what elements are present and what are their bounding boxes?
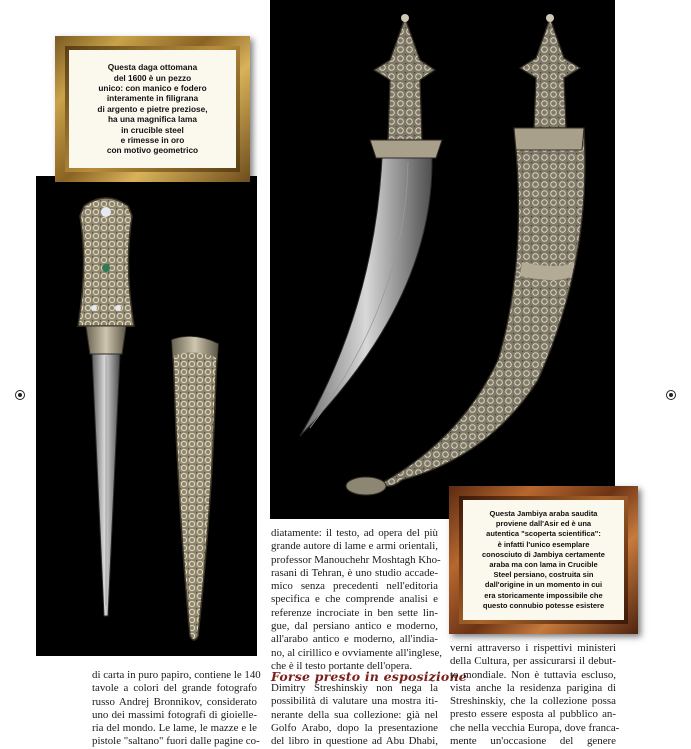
text-line: rasani di Tehran, è uno studio accade- [271, 566, 438, 579]
caption-line: interamente in filigrana [106, 93, 199, 104]
text-line: russo Andrej Bronnikov, considerato [92, 695, 257, 708]
caption-line: proviene dall'Asir ed è una [495, 519, 592, 529]
text-line: pistole "saltano" fuori dalle pagine co- [92, 735, 260, 748]
caption-jambiya-dagger [463, 500, 624, 620]
caption-line: autentica "scoperta scientifica": [486, 529, 601, 539]
caption-line: Questa Jambiya araba saudita [489, 508, 598, 518]
caption-line: Questa daga ottomana [107, 62, 198, 73]
text-line: referenze incrociate in ben sette lin- [271, 606, 438, 619]
caption-line: ha una magnifica lama [107, 114, 197, 125]
ottoman-dagger-illustration [36, 176, 257, 656]
caption-frame-inner [459, 496, 628, 624]
text-line: possibilità di valutare una mostra iti- [271, 695, 438, 708]
text-line: Golfo Arabo, dopo la presentazione [271, 721, 438, 734]
text-line: vista anche la residenza parigina di [450, 681, 616, 694]
caption-line: è infatti l'unico esemplare [497, 539, 590, 549]
text-line: nerante della sua collezione: già nel [271, 708, 438, 721]
registration-mark-left [15, 390, 25, 400]
registration-mark-right [666, 390, 676, 400]
text-line: professor Manouchehr Moshtagh Kho- [271, 553, 441, 566]
text-line: specifica e che comprende analisi e [271, 593, 438, 606]
caption-line: conosciuto di Jambiya certamente [482, 549, 605, 559]
text-line: mente un'occasione del genere [450, 735, 616, 748]
caption-ottoman-dagger [69, 50, 236, 168]
caption-line: unico: con manico e fodero [98, 82, 207, 93]
caption-frame-ottoman [55, 36, 250, 182]
text-line: no, al cirillico e ovviamente all'inglese, [271, 646, 443, 659]
section-heading: Forse presto in esposizione [271, 669, 467, 684]
text-line: Dimitry Streshinskiy non nega la [271, 682, 438, 694]
article-column-left [92, 669, 261, 749]
text-line: grande autore di lame e armi orientali, [271, 540, 438, 553]
caption-line: dall'origine in un momento in cui [484, 580, 603, 590]
article-column-middle-continued [271, 682, 438, 748]
caption-line: era storicamente impossibile che [484, 590, 603, 600]
text-line: Streshinskiy, che la collezione possa [450, 695, 616, 708]
text-line: che è il testo portante dell'opera. [271, 659, 413, 672]
text-line: diatamente: il testo, ad opera del più [271, 527, 438, 539]
text-line: uno dei massimi fotografi di gioielle- [92, 708, 257, 721]
caption-line: del 1600 è un pezzo [113, 72, 192, 83]
caption-line: Steel persiano, costruita sin [493, 570, 594, 580]
caption-frame-jambiya [449, 486, 638, 634]
caption-line: in crucible steel [121, 124, 184, 135]
caption-line: e rimesse in oro [120, 135, 185, 146]
jambiya-dagger-photo [270, 0, 615, 519]
caption-line: araba ma con lama in Crucible [489, 560, 598, 569]
text-line: ria del mondo. Le lame, le mazze e le [92, 722, 257, 735]
text-line: che nella vecchia Europa, dove franca- [450, 721, 620, 734]
text-line: di carta in puro papiro, contiene le 140 [92, 669, 261, 681]
text-line: to mondiale. Non è tuttavia escluso, [450, 668, 616, 681]
caption-line: questo connubio potesse esistere [482, 600, 605, 610]
text-line: della Cultura, per assicurarsi il debut- [450, 655, 616, 668]
text-line: verni attraverso i rispettivi ministeri [450, 642, 616, 654]
text-line: tavole a colori del grande fotografo [92, 682, 257, 695]
article-column-right [450, 642, 620, 748]
caption-frame-inner [65, 46, 240, 172]
text-line: del libro in questione ad Abu Dhabi, [271, 735, 438, 748]
jambiya-dagger-illustration [270, 0, 615, 519]
article-column-middle [271, 527, 443, 673]
text-line: all'arabo antico e moderno, all'india- [271, 633, 438, 646]
caption-line: con motivo geometrico [106, 145, 199, 156]
text-line: mico senza precedenti nell'editoria [271, 580, 438, 593]
ottoman-dagger-photo [36, 176, 257, 656]
caption-line: di argento e pietre preziose, [97, 103, 208, 114]
text-line: presto essere esposta al pubblico an- [450, 708, 616, 721]
text-line: gue, dal persiano antico e moderno, [271, 620, 438, 633]
